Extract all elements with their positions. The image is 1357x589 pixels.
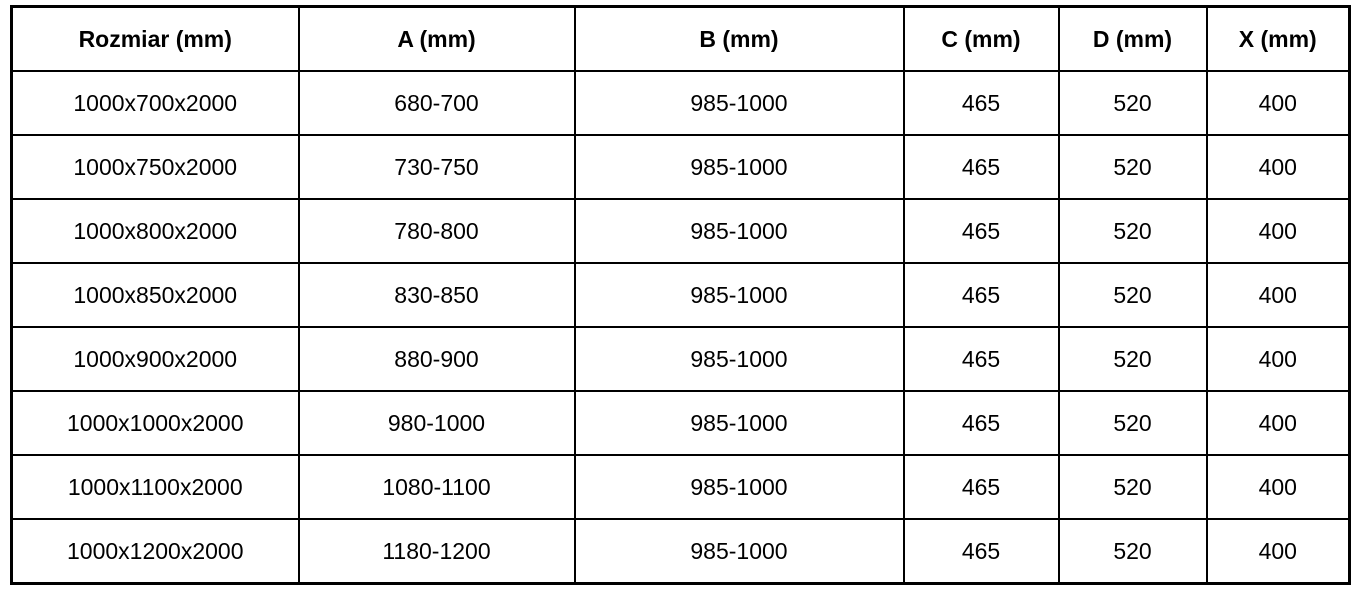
table-row [12, 71, 1350, 135]
table-row [12, 199, 1350, 263]
table-cell: 680-700 [299, 71, 575, 135]
table-cell: 520 [1059, 199, 1207, 263]
table-cell: 465 [904, 135, 1059, 199]
table-cell: 520 [1059, 71, 1207, 135]
table-cell: 465 [904, 199, 1059, 263]
column-header: A (mm) [299, 7, 575, 72]
table-cell: 1180-1200 [299, 519, 575, 584]
table-cell: 985-1000 [575, 391, 904, 455]
table-cell: 985-1000 [575, 327, 904, 391]
table-cell: 465 [904, 327, 1059, 391]
table-cell: 400 [1207, 391, 1350, 455]
table-cell: 1000x850x2000 [12, 263, 299, 327]
table-cell: 730-750 [299, 135, 575, 199]
table-cell: 400 [1207, 263, 1350, 327]
table-row [12, 519, 1350, 584]
table-cell: 1000x1000x2000 [12, 391, 299, 455]
table-cell: 985-1000 [575, 519, 904, 584]
table-cell: 465 [904, 263, 1059, 327]
table-cell: 1000x800x2000 [12, 199, 299, 263]
table-cell: 520 [1059, 519, 1207, 584]
table-cell: 465 [904, 71, 1059, 135]
table-cell: 465 [904, 519, 1059, 584]
table-cell: 1000x1100x2000 [12, 455, 299, 519]
table-cell: 880-900 [299, 327, 575, 391]
table-cell: 400 [1207, 327, 1350, 391]
table-cell: 520 [1059, 327, 1207, 391]
table-cell: 520 [1059, 135, 1207, 199]
table-cell: 400 [1207, 135, 1350, 199]
table-cell: 780-800 [299, 199, 575, 263]
table-cell: 1000x750x2000 [12, 135, 299, 199]
table-cell: 980-1000 [299, 391, 575, 455]
column-header: B (mm) [575, 7, 904, 72]
table-row [12, 391, 1350, 455]
table-cell: 985-1000 [575, 263, 904, 327]
table-cell: 985-1000 [575, 71, 904, 135]
table-row [12, 327, 1350, 391]
table-cell: 1080-1100 [299, 455, 575, 519]
dimensions-table [10, 5, 1351, 585]
table-cell: 520 [1059, 263, 1207, 327]
table-row [12, 135, 1350, 199]
table-header-row [12, 7, 1350, 72]
table-cell: 520 [1059, 391, 1207, 455]
table-cell: 1000x700x2000 [12, 71, 299, 135]
table-row [12, 455, 1350, 519]
table-cell: 985-1000 [575, 455, 904, 519]
table-cell: 1000x1200x2000 [12, 519, 299, 584]
table-cell: 520 [1059, 455, 1207, 519]
table-cell: 400 [1207, 519, 1350, 584]
table-row [12, 263, 1350, 327]
table-cell: 400 [1207, 199, 1350, 263]
table-cell: 985-1000 [575, 135, 904, 199]
table-cell: 830-850 [299, 263, 575, 327]
column-header: Rozmiar (mm) [12, 7, 299, 72]
table-cell: 400 [1207, 455, 1350, 519]
table-cell: 465 [904, 391, 1059, 455]
table-cell: 1000x900x2000 [12, 327, 299, 391]
column-header: C (mm) [904, 7, 1059, 72]
table-cell: 400 [1207, 71, 1350, 135]
column-header: D (mm) [1059, 7, 1207, 72]
table-cell: 985-1000 [575, 199, 904, 263]
table-cell: 465 [904, 455, 1059, 519]
dimensions-table-container [10, 5, 1351, 585]
column-header: X (mm) [1207, 7, 1350, 72]
